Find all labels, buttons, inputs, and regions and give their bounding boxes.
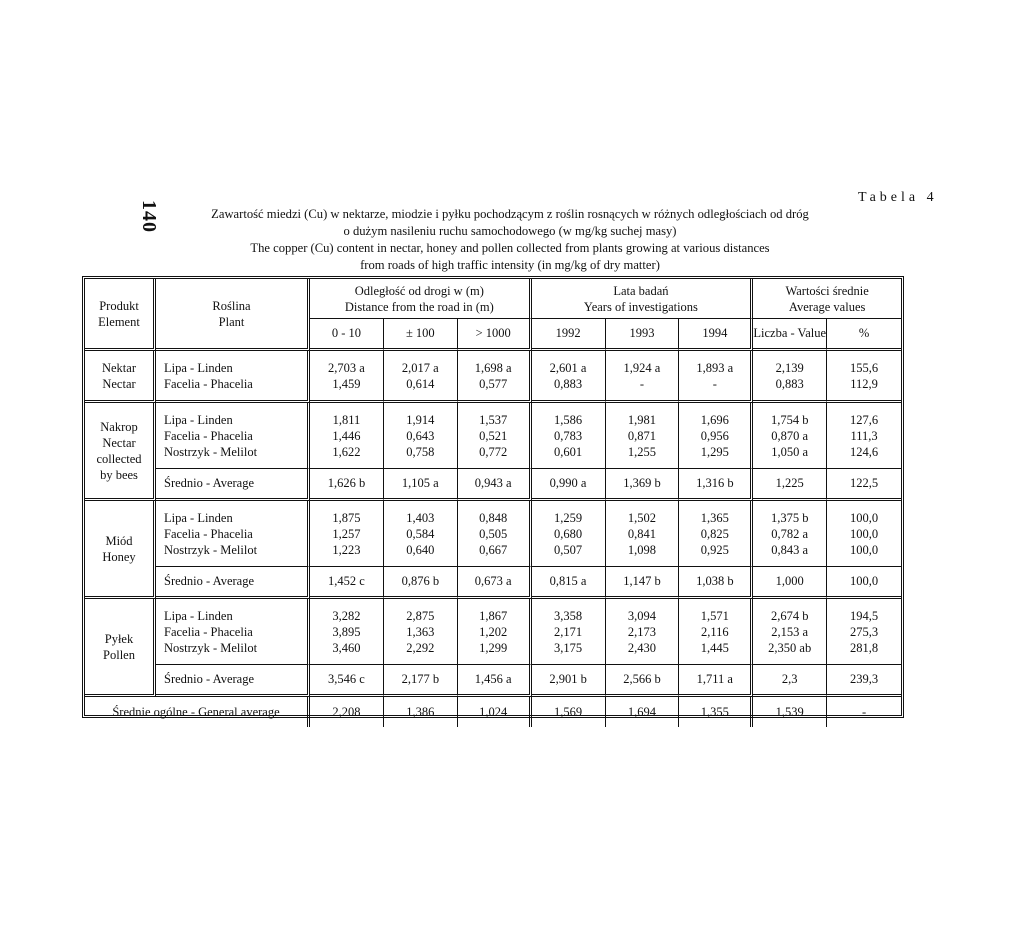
group-0-values-col-4-line-1: - (639, 376, 645, 391)
group-0-values-col-5-line-0: 1,893 a (696, 360, 734, 375)
header-product (85, 279, 156, 351)
group-2-values-col-1 (384, 501, 458, 567)
group-product-0 (85, 351, 156, 403)
header-distance-line-1: Distance from the road in (m) (344, 299, 494, 314)
group-3-avg-col-6: 2,3 (753, 665, 827, 697)
group-3-values-col-6 (753, 599, 827, 665)
group-1-avg-col-2: 0,943 a (458, 469, 532, 501)
group-1-values-col-4-line-0: 1,981 (627, 412, 656, 427)
group-1-values-col-7-line-1: 111,3 (850, 428, 878, 443)
group-1-values-col-7 (827, 403, 901, 469)
group-product-1-line-0: Nakrop (100, 419, 138, 434)
group-3-values-col-3 (532, 599, 606, 665)
group-product-3 (85, 599, 156, 697)
group-3-values-col-2-line-2: 1,299 (479, 640, 508, 655)
group-1-values-col-7-line-0: 127,6 (850, 412, 879, 427)
header-col-5: 1994 (679, 319, 753, 351)
header-col-0: 0 - 10 (310, 319, 384, 351)
group-0-values-col-1-line-1: 0,614 (406, 376, 435, 391)
group-1-avg-col-7: 122,5 (827, 469, 901, 501)
group-1-values-col-0-line-1: 1,446 (332, 428, 361, 443)
group-3-avg-col-4: 2,566 b (606, 665, 680, 697)
group-1-avg-col-0: 1,626 b (310, 469, 384, 501)
group-plants-3-line-2: Nostrzyk - Melilot (164, 640, 258, 655)
group-2-values-col-0-line-1: 1,257 (332, 526, 361, 541)
group-0-values-col-5-line-1: - (712, 376, 717, 391)
group-product-3-line-0: Pyłek (104, 631, 134, 646)
group-3-values-col-0-line-2: 3,460 (332, 640, 361, 655)
caption-pl-line-2: o dużym nasileniu ruchu samochodowego (w mg/kg suchej masy) (343, 224, 677, 238)
header-years-line-1: Years of investigations (583, 299, 698, 314)
group-3-values-col-3-line-0: 3,358 (554, 608, 583, 623)
header-years (532, 279, 754, 319)
copper-content-table (82, 276, 904, 718)
group-2-values-col-5-line-2: 0,925 (700, 542, 729, 557)
general-average-col-6: 1,539 (753, 697, 827, 727)
caption-en-line-2: from roads of high traffic intensity (in mg/kg of dry matter) (360, 258, 660, 272)
group-2-values-col-4-line-1: 0,841 (627, 526, 656, 541)
group-plants-2-line-0: Lipa - Linden (164, 510, 233, 525)
table-caption (120, 206, 900, 274)
group-plants-3-line-1: Facelia - Phacelia (164, 624, 253, 639)
group-0-values-col-6-line-1: 0,883 (775, 376, 804, 391)
group-plants-0 (156, 351, 310, 403)
group-1-values-col-3-line-1: 0,783 (554, 428, 583, 443)
group-product-1-line-2: collected (96, 451, 142, 466)
group-3-values-col-3-line-2: 3,175 (554, 640, 583, 655)
group-0-values-col-0 (310, 351, 384, 403)
group-3-values-col-1-line-2: 2,292 (406, 640, 435, 655)
group-2-values-col-7-line-0: 100,0 (850, 510, 879, 525)
group-plants-2 (156, 501, 310, 567)
group-plants-0-line-0: Lipa - Linden (164, 360, 233, 375)
group-3-values-col-7-line-0: 194,5 (850, 608, 879, 623)
table-label: Tabela 4 (858, 190, 938, 205)
group-1-avg-label: Średnio - Average (156, 469, 310, 501)
group-2-values-col-2-line-1: 0,505 (479, 526, 508, 541)
group-1-values-col-2 (458, 403, 532, 469)
group-product-1 (85, 403, 156, 501)
group-1-avg-col-6: 1,225 (753, 469, 827, 501)
group-0-values-col-0-line-1: 1,459 (332, 376, 361, 391)
group-2-avg-col-1: 0,876 b (384, 567, 458, 599)
group-0-values-col-1 (384, 351, 458, 403)
group-product-0-line-1: Nectar (102, 376, 136, 391)
general-average-col-7: - (861, 704, 867, 719)
group-3-avg-col-0: 3,546 c (310, 665, 384, 697)
general-average-col-3: 1,569 (532, 697, 606, 727)
group-3-values-col-6-line-0: 2,674 b (770, 608, 809, 623)
header-distance-line-0: Odległość od drogi w (m) (354, 283, 484, 298)
group-3-values-col-4-line-0: 3,094 (627, 608, 656, 623)
group-1-values-col-6-line-1: 0,870 a (771, 428, 809, 443)
group-0-values-col-0-line-0: 2,703 a (328, 360, 365, 375)
group-1-values-col-0-line-2: 1,622 (332, 444, 361, 459)
group-3-values-col-4-line-2: 2,430 (627, 640, 656, 655)
header-average (753, 279, 901, 319)
group-3-avg-col-1: 2,177 b (384, 665, 458, 697)
header-distance (310, 279, 532, 319)
group-plants-3-line-0: Lipa - Linden (164, 608, 233, 623)
group-3-values-col-0-line-1: 3,895 (332, 624, 361, 639)
group-3-values-col-5-line-0: 1,571 (700, 608, 729, 623)
group-3-values-col-1-line-0: 2,875 (406, 608, 435, 623)
group-2-values-col-7 (827, 501, 901, 567)
general-average-col-5: 1,355 (679, 697, 753, 727)
group-3-values-col-2-line-1: 1,202 (479, 624, 508, 639)
group-1-avg-col-3: 0,990 a (532, 469, 606, 501)
header-plant (156, 279, 310, 351)
group-2-values-col-6-line-1: 0,782 a (771, 526, 809, 541)
group-0-values-col-6-line-0: 2,139 (775, 360, 804, 375)
header-col-2: > 1000 (458, 319, 532, 351)
caption-en-line-1: The copper (Cu) content in nectar, honey and pollen collected from plants growing at various distances (250, 241, 770, 255)
group-2-values-col-4-line-0: 1,502 (627, 510, 656, 525)
general-average-col-4: 1,694 (606, 697, 680, 727)
group-product-1-line-3: by bees (100, 467, 138, 482)
group-3-values-col-1-line-1: 1,363 (406, 624, 435, 639)
header-average-line-0: Wartości średnie (785, 283, 869, 298)
group-0-values-col-2-line-0: 1,698 a (474, 360, 512, 375)
group-3-avg-col-3: 2,901 b (532, 665, 606, 697)
group-0-values-col-7-line-1: 112,9 (850, 376, 878, 391)
group-1-values-col-1-line-2: 0,758 (406, 444, 435, 459)
group-1-values-col-5 (679, 403, 753, 469)
group-2-avg-col-5: 1,038 b (679, 567, 753, 599)
group-0-values-col-7-line-0: 155,6 (850, 360, 879, 375)
group-1-avg-col-5: 1,316 b (679, 469, 753, 501)
group-1-values-col-5-line-1: 0,956 (700, 428, 729, 443)
group-0-values-col-4-line-0: 1,924 a (623, 360, 661, 375)
general-average-col-1: 1,386 (384, 697, 458, 727)
group-3-avg-col-7: 239,3 (827, 665, 901, 697)
group-3-avg-col-5: 1,711 a (679, 665, 753, 697)
header-col-6: Liczba - Value (753, 319, 827, 351)
group-plants-1-line-2: Nostrzyk - Melilot (164, 444, 258, 459)
header-col-4: 1993 (606, 319, 680, 351)
group-3-values-col-1 (384, 599, 458, 665)
group-2-values-col-1-line-0: 1,403 (406, 510, 435, 525)
group-1-values-col-3 (532, 403, 606, 469)
group-2-values-col-3-line-1: 0,680 (554, 526, 583, 541)
group-3-values-col-6-line-1: 2,153 a (771, 624, 809, 639)
group-0-values-col-2 (458, 351, 532, 403)
group-3-values-col-2-line-0: 1,867 (479, 608, 508, 623)
group-2-values-col-3 (532, 501, 606, 567)
group-2-values-col-7-line-1: 100,0 (850, 526, 879, 541)
caption-pl-line-1: Zawartość miedzi (Cu) w nektarze, miodzie i pyłku pochodzącym z roślin rosnących w różnych odległościach od dróg (211, 207, 809, 221)
header-years-line-0: Lata badań (613, 283, 669, 298)
group-3-values-col-4 (606, 599, 680, 665)
header-product-line-0: Produkt (99, 298, 139, 313)
group-2-avg-col-4: 1,147 b (606, 567, 680, 599)
group-2-values-col-0 (310, 501, 384, 567)
group-product-3-line-1: Pollen (103, 647, 135, 662)
group-plants-3 (156, 599, 310, 665)
group-1-values-col-4-line-2: 1,255 (627, 444, 656, 459)
group-1-values-col-7-line-2: 124,6 (850, 444, 879, 459)
group-1-values-col-1-line-0: 1,914 (406, 412, 435, 427)
group-2-values-col-7-line-2: 100,0 (850, 542, 879, 557)
group-0-values-col-7 (827, 351, 901, 403)
group-plants-1-line-1: Facelia - Phacelia (164, 428, 253, 443)
group-2-avg-col-0: 1,452 c (310, 567, 384, 599)
group-1-values-col-0 (310, 403, 384, 469)
group-2-values-col-4-line-2: 1,098 (627, 542, 656, 557)
header-col-3: 1992 (532, 319, 606, 351)
group-1-values-col-5-line-2: 1,295 (700, 444, 729, 459)
group-plants-2-line-1: Facelia - Phacelia (164, 526, 253, 541)
group-3-values-col-3-line-1: 2,171 (554, 624, 583, 639)
page-number: 140 (138, 200, 160, 233)
group-1-values-col-2-line-2: 0,772 (479, 444, 508, 459)
group-2-values-col-5 (679, 501, 753, 567)
group-3-avg-label: Średnio - Average (156, 665, 310, 697)
group-1-avg-col-4: 1,369 b (606, 469, 680, 501)
group-2-values-col-2-line-0: 0,848 (479, 510, 508, 525)
group-2-values-col-0-line-0: 1,875 (332, 510, 361, 525)
group-product-0-line-0: Nektar (101, 360, 136, 375)
group-3-values-col-0 (310, 599, 384, 665)
group-2-values-col-1-line-1: 0,584 (406, 526, 435, 541)
group-product-1-line-1: Nectar (102, 435, 136, 450)
group-2-avg-label: Średnio - Average (156, 567, 310, 599)
group-3-values-col-7-line-2: 281,8 (850, 640, 879, 655)
group-1-values-col-3-line-0: 1,586 (554, 412, 583, 427)
group-1-values-col-4 (606, 403, 680, 469)
group-2-values-col-5-line-1: 0,825 (700, 526, 729, 541)
group-1-values-col-2-line-1: 0,521 (479, 428, 508, 443)
group-0-values-col-1-line-0: 2,017 a (401, 360, 439, 375)
header-product-line-1: Element (98, 314, 140, 329)
group-3-avg-col-2: 1,456 a (458, 665, 532, 697)
header-col-1: ± 100 (384, 319, 458, 351)
group-2-avg-col-2: 0,673 a (458, 567, 532, 599)
group-2-values-col-0-line-2: 1,223 (332, 542, 361, 557)
group-2-avg-col-3: 0,815 a (532, 567, 606, 599)
group-2-values-col-3-line-2: 0,507 (554, 542, 583, 557)
group-2-values-col-4 (606, 501, 680, 567)
group-3-values-col-5 (679, 599, 753, 665)
group-product-2 (85, 501, 156, 599)
group-3-values-col-0-line-0: 3,282 (332, 608, 361, 623)
group-2-values-col-6-line-2: 0,843 a (771, 542, 809, 557)
group-3-values-col-2 (458, 599, 532, 665)
header-average-line-1: Average values (788, 299, 866, 314)
group-0-values-col-2-line-1: 0,577 (479, 376, 508, 391)
header-col-7: % (827, 319, 901, 351)
group-3-values-col-4-line-1: 2,173 (627, 624, 656, 639)
group-plants-1 (156, 403, 310, 469)
group-0-values-col-3-line-0: 2,601 a (549, 360, 587, 375)
header-plant-line-0: Roślina (212, 298, 251, 313)
group-3-values-col-7 (827, 599, 901, 665)
group-3-values-col-7-line-1: 275,3 (850, 624, 879, 639)
group-1-values-col-6-line-2: 1,050 a (771, 444, 809, 459)
group-3-values-col-6-line-2: 2,350 ab (768, 640, 812, 655)
group-2-avg-col-6: 1,000 (753, 567, 827, 599)
group-2-values-col-5-line-0: 1,365 (700, 510, 729, 525)
group-0-values-col-5 (679, 351, 753, 403)
group-0-values-col-3 (532, 351, 606, 403)
group-1-values-col-0-line-0: 1,811 (332, 412, 361, 427)
group-2-avg-col-7: 100,0 (827, 567, 901, 599)
group-1-avg-col-1: 1,105 a (384, 469, 458, 501)
group-1-values-col-5-line-0: 1,696 (700, 412, 729, 427)
group-1-values-col-6-line-0: 1,754 b (770, 412, 809, 427)
general-average-col-2: 1,024 (458, 697, 532, 727)
group-0-values-col-3-line-1: 0,883 (554, 376, 583, 391)
group-2-values-col-6-line-0: 1,375 b (770, 510, 809, 525)
group-3-values-col-5-line-2: 1,445 (700, 640, 729, 655)
header-plant-line-1: Plant (218, 314, 245, 329)
group-2-values-col-3-line-0: 1,259 (554, 510, 583, 525)
group-1-values-col-1-line-1: 0,643 (406, 428, 435, 443)
group-0-values-col-4 (606, 351, 680, 403)
group-1-values-col-3-line-2: 0,601 (554, 444, 583, 459)
group-2-values-col-2-line-2: 0,667 (479, 542, 508, 557)
group-plants-2-line-2: Nostrzyk - Melilot (164, 542, 258, 557)
group-2-values-col-2 (458, 501, 532, 567)
group-product-2-line-0: Miód (105, 533, 133, 548)
group-2-values-col-6 (753, 501, 827, 567)
group-0-values-col-6 (753, 351, 827, 403)
group-1-values-col-4-line-1: 0,871 (627, 428, 656, 443)
group-plants-0-line-1: Facelia - Phacelia (164, 376, 253, 391)
group-product-2-line-1: Honey (102, 549, 136, 564)
group-3-values-col-5-line-1: 2,116 (700, 624, 729, 639)
group-plants-1-line-0: Lipa - Linden (164, 412, 233, 427)
general-average-label: Średnie ogólne - General average (85, 697, 310, 727)
group-1-values-col-6 (753, 403, 827, 469)
group-2-values-col-1-line-2: 0,640 (406, 542, 435, 557)
group-1-values-col-2-line-0: 1,537 (479, 412, 508, 427)
general-average-col-0: 2,208 (310, 697, 384, 727)
group-1-values-col-1 (384, 403, 458, 469)
